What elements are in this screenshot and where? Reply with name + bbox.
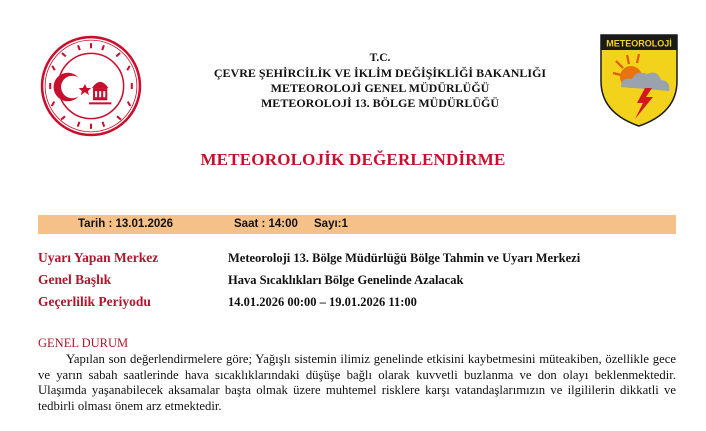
field-value-validity-period: 14.01.2026 00:00 – 19.01.2026 11:00	[228, 295, 417, 309]
header-regional-directorate: METEOROLOJİ 13. BÖLGE MÜDÜRLÜĞÜ	[260, 96, 500, 110]
number-text: Sayı:1	[314, 218, 348, 230]
field-value-general-title: Hava Sıcaklıkları Bölge Genelinde Azalacak	[228, 273, 464, 287]
meteoroloji-emblem-logo	[599, 33, 679, 128]
svg-text:METEOROLOJİ: METEOROLOJİ	[606, 38, 672, 49]
date-text: Tarih : 13.01.2026	[78, 218, 174, 230]
header-ministry: ÇEVRE ŞEHİRCİLİK VE İKLİM DEĞİŞİKLİĞİ BAKANLIĞI	[213, 66, 547, 80]
header-tc: T.C.	[369, 52, 391, 64]
ministry-seal-logo	[40, 35, 142, 137]
field-label-validity-period: Geçerlilik Periyodu	[38, 294, 151, 309]
time-text: Saat : 14:00	[234, 218, 298, 230]
general-situation-heading: GENEL DURUM	[38, 336, 129, 350]
field-value-issuing-center: Meteoroloji 13. Bölge Müdürlüğü Bölge Tahmin ve Uyarı Merkezi	[228, 251, 581, 265]
header-directorate: METEOROLOJİ GENEL MÜDÜRLÜĞÜ	[270, 81, 490, 95]
field-label-issuing-center: Uyarı Yapan Merkez	[38, 250, 159, 265]
field-label-general-title: Genel Başlık	[38, 272, 112, 287]
document-title: METEOROLOJİK DEĞERLENDİRME	[200, 150, 506, 169]
info-bar	[38, 215, 676, 234]
general-situation-text: Yapılan son değerlendirmelere göre; Yağışlı sistemin ilimiz genelinde etkisini kaybetmesini müteakiben, özellikle gece ve yarın sabah saatlerinde hava sıcaklıklarındaki düşüşe bağlı olarak kuvvetli buzlanma ve don olayı beklenmektedir. Ulaşımda yaşanabilecek aksamalar başta olmak üzere muhtemel risklere karşı vatandaşlarımızın ve ilgililerin dikkatli ve tedbirli olması önem arz etmektedir.	[38, 352, 676, 413]
